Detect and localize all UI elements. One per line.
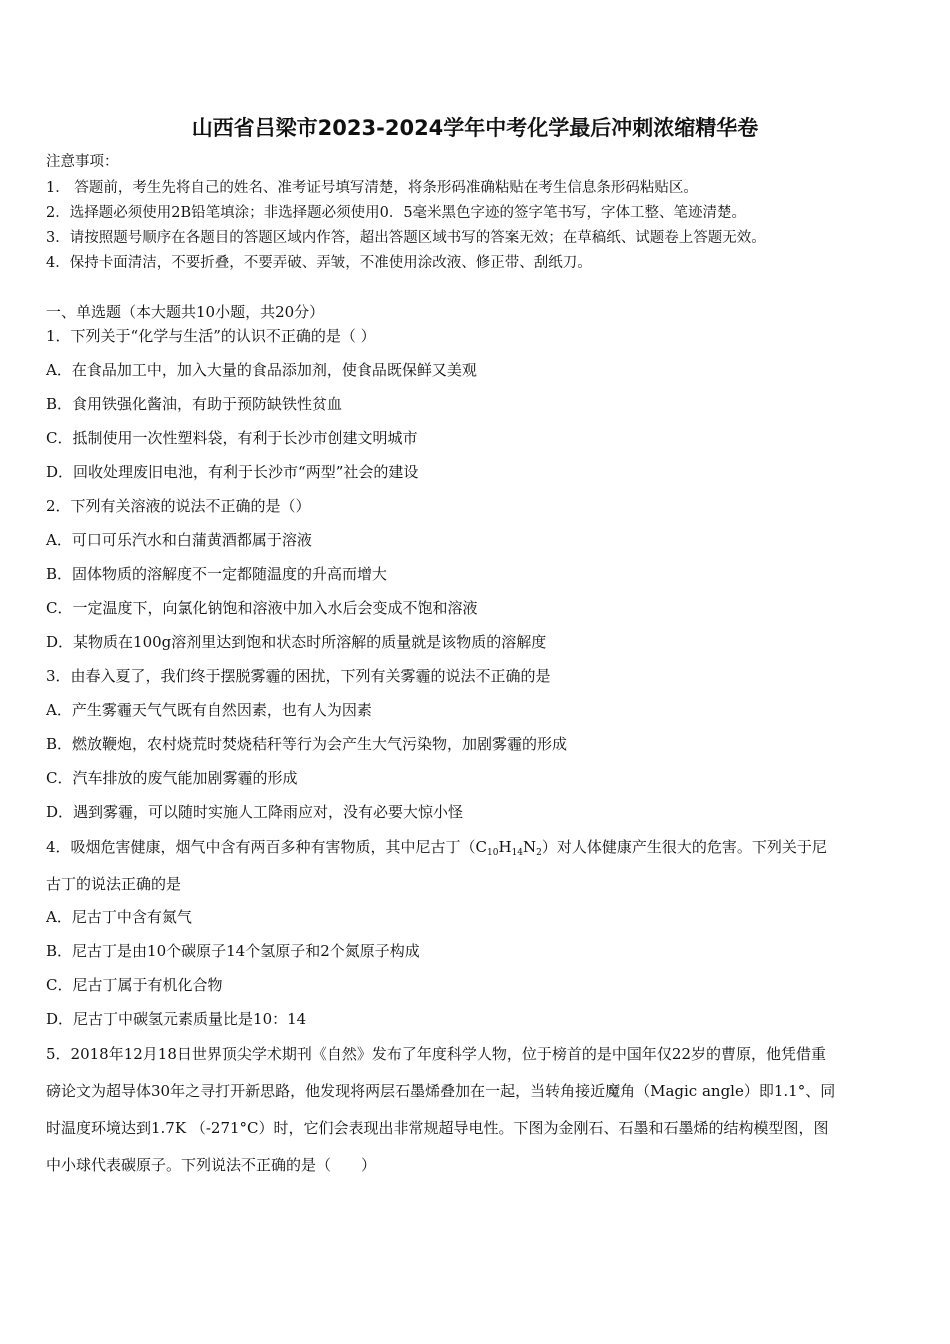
question-5-stem-line2: 磅论文为超导体30年之寻打开新思路，他发现将两层石墨烯叠加在一起，当转角接近魔角（Magic angle）即1.1°、同 <box>46 1082 836 1100</box>
formula-element: H <box>498 838 512 856</box>
question-1-option-c: C．抵制使用一次性塑料袋，有利于长沙市创建文明城市 <box>46 429 418 447</box>
question-4-option-c: C．尼古丁属于有机化合物 <box>46 976 223 994</box>
question-2-option-b: B．固体物质的溶解度不一定都随温度的升高而增大 <box>46 565 388 583</box>
question-3-stem: 3．由春入夏了，我们终于摆脱雾霾的困扰，下列有关雾霾的说法不正确的是 <box>46 667 551 685</box>
formula-element: N <box>523 838 537 856</box>
question-1-option-d: D．回收处理废旧电池，有利于长沙市“两型”社会的建设 <box>46 463 419 481</box>
formula-subscript: 14 <box>511 848 524 858</box>
question-4-stem <box>46 837 827 857</box>
question-2-stem: 2．下列有关溶液的说法不正确的是（） <box>46 497 311 515</box>
question-2-option-d: D．某物质在100g溶剂里达到饱和状态时所溶解的质量就是该物质的溶解度 <box>46 633 547 651</box>
section-heading: 一、单选题（本大题共10小题，共20分） <box>46 303 325 321</box>
question-1-option-a: A．在食品加工中，加入大量的食品添加剂，使食品既保鲜又美观 <box>46 361 477 379</box>
note-item: 2．选择题必须使用2B铅笔填涂；非选择题必须使用0．5毫米黑色字迹的签字笔书写，字体工整、笔迹清楚。 <box>46 205 747 221</box>
question-5-stem-line4: 中小球代表碳原子。下列说法不正确的是（ ） <box>46 1156 377 1174</box>
note-item: 3．请按照题号顺序在各题目的答题区域内作答，超出答题区域书写的答案无效；在草稿纸、试题卷上答题无效。 <box>46 230 766 246</box>
question-4-stem-text: ）对人体健康产生很大的危害。下列关于尼 <box>541 838 827 856</box>
question-4-option-b: B．尼古丁是由10个碳原子14个氢原子和2个氮原子构成 <box>46 942 420 960</box>
question-1-stem: 1．下列关于“化学与生活”的认识不正确的是（ ） <box>46 327 376 345</box>
question-4-stem-text: 4．吸烟危害健康，烟气中含有两百多种有害物质，其中尼古丁（C <box>46 838 488 856</box>
question-3-option-d: D．遇到雾霾，可以随时实施人工降雨应对，没有必要大惊小怪 <box>46 803 464 821</box>
note-item: 4．保持卡面清洁，不要折叠，不要弄破、弄皱，不准使用涂改液、修正带、刮纸刀。 <box>46 255 592 271</box>
formula-subscript: 10 <box>487 848 499 858</box>
formula-subscript: 2 <box>536 848 542 858</box>
page-title: 山西省吕梁市2023-2024学年中考化学最后冲刺浓缩精华卷 <box>191 116 759 140</box>
notes-header: 注意事项： <box>46 154 119 170</box>
question-5-stem-line1: 5．2018年12月18日世界顶尖学术期刊《自然》发布了年度科学人物，位于榜首的是中国年仅22岁的曹原，他凭借重 <box>46 1045 826 1063</box>
question-2-option-a: A．可口可乐汽水和白蒲黄酒都属于溶液 <box>46 531 312 549</box>
question-2-option-c: C．一定温度下，向氯化钠饱和溶液中加入水后会变成不饱和溶液 <box>46 599 478 617</box>
question-3-option-c: C．汽车排放的废气能加剧雾霾的形成 <box>46 769 298 787</box>
question-5-stem-line3: 时温度环境达到1.7K （-271°C）时，它们会表现出非常规超导电性。下图为金刚石、石墨和石墨烯的结构模型图，图 <box>46 1119 829 1137</box>
question-4-option-a: A．尼古丁中含有氮气 <box>46 908 192 926</box>
question-1-option-b: B．食用铁强化酱油，有助于预防缺铁性贫血 <box>46 395 343 413</box>
question-4-stem-line2: 古丁的说法正确的是 <box>46 875 182 893</box>
question-3-option-a: A．产生雾霾天气气既有自然因素，也有人为因素 <box>46 701 372 719</box>
question-3-option-b: B．燃放鞭炮，农村烧荒时焚烧秸秆等行为会产生大气污染物，加剧雾霾的形成 <box>46 735 568 753</box>
note-item: 1． 答题前，考生先将自己的姓名、准考证号填写清楚，将条形码准确粘贴在考生信息条形码粘贴区。 <box>46 180 698 196</box>
question-4-option-d: D．尼古丁中碳氢元素质量比是10：14 <box>46 1010 307 1028</box>
